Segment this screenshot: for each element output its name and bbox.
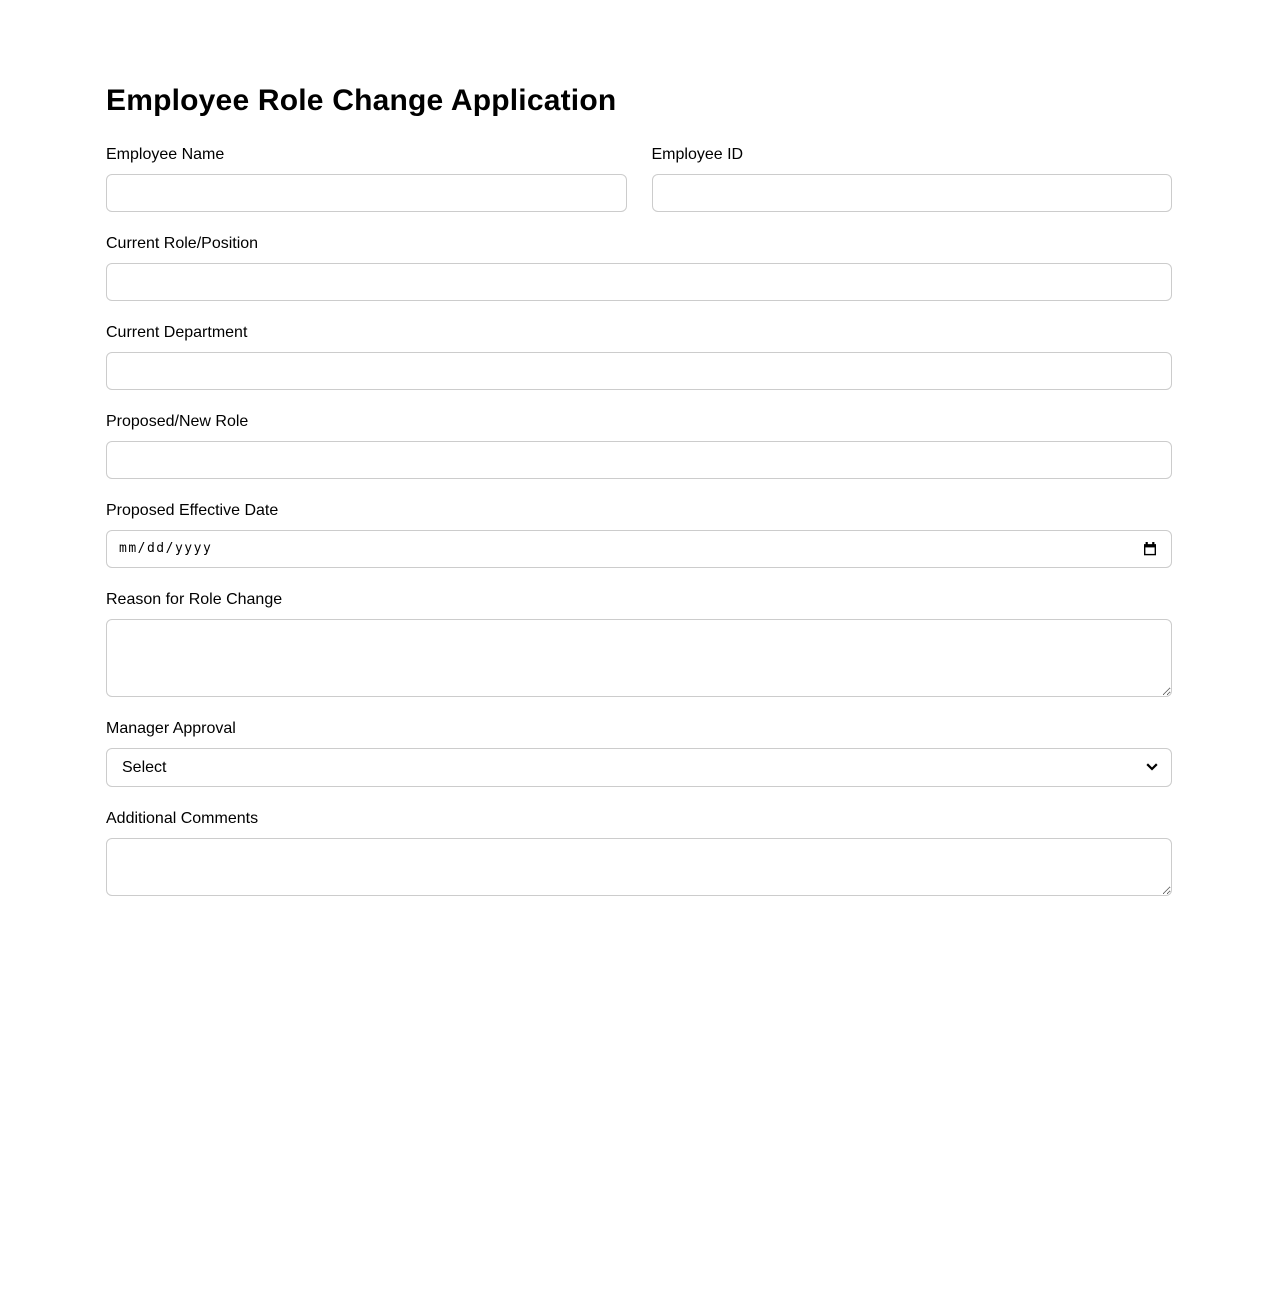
- additional-comments-label: Additional Comments: [106, 809, 259, 827]
- manager-approval-select[interactable]: [106, 748, 1172, 787]
- current-department-label: Current Department: [106, 323, 248, 341]
- calendar-icon[interactable]: [1142, 541, 1158, 557]
- employee-name-input[interactable]: [106, 174, 627, 212]
- proposed-new-role-input[interactable]: [106, 441, 1172, 479]
- current-role-input[interactable]: [106, 263, 1172, 301]
- employee-name-group: [106, 145, 627, 212]
- current-department-group: [106, 323, 1172, 390]
- employee-id-group: [652, 145, 1173, 212]
- page: [106, 0, 1172, 896]
- employee-name-label: Employee Name: [106, 145, 225, 163]
- additional-comments-group: [106, 809, 1172, 896]
- proposed-new-role-label: Proposed/New Role: [106, 412, 249, 430]
- proposed-new-role-group: [106, 412, 1172, 479]
- manager-approval-label: Manager Approval: [106, 719, 236, 737]
- reason-for-role-change-label: Reason for Role Change: [106, 590, 283, 608]
- proposed-effective-date-label: Proposed Effective Date: [106, 501, 279, 519]
- reason-for-role-change-group: [106, 590, 1172, 697]
- manager-approval-select-wrap: [106, 748, 1172, 787]
- role-change-form: [106, 145, 1172, 896]
- page-title: Employee Role Change Application: [106, 84, 617, 117]
- name-id-row: [106, 145, 1172, 212]
- employee-id-input[interactable]: [652, 174, 1173, 212]
- current-role-group: [106, 234, 1172, 301]
- date-placeholder: mm/dd/yyyy: [119, 541, 213, 556]
- current-role-label: Current Role/Position: [106, 234, 259, 252]
- additional-comments-textarea[interactable]: [106, 838, 1172, 896]
- proposed-effective-date-input[interactable]: [106, 530, 1172, 568]
- proposed-effective-date-group: [106, 501, 1172, 568]
- reason-for-role-change-textarea[interactable]: [106, 619, 1172, 697]
- manager-approval-group: [106, 719, 1172, 787]
- current-department-input[interactable]: [106, 352, 1172, 390]
- employee-id-label: Employee ID: [651, 145, 744, 163]
